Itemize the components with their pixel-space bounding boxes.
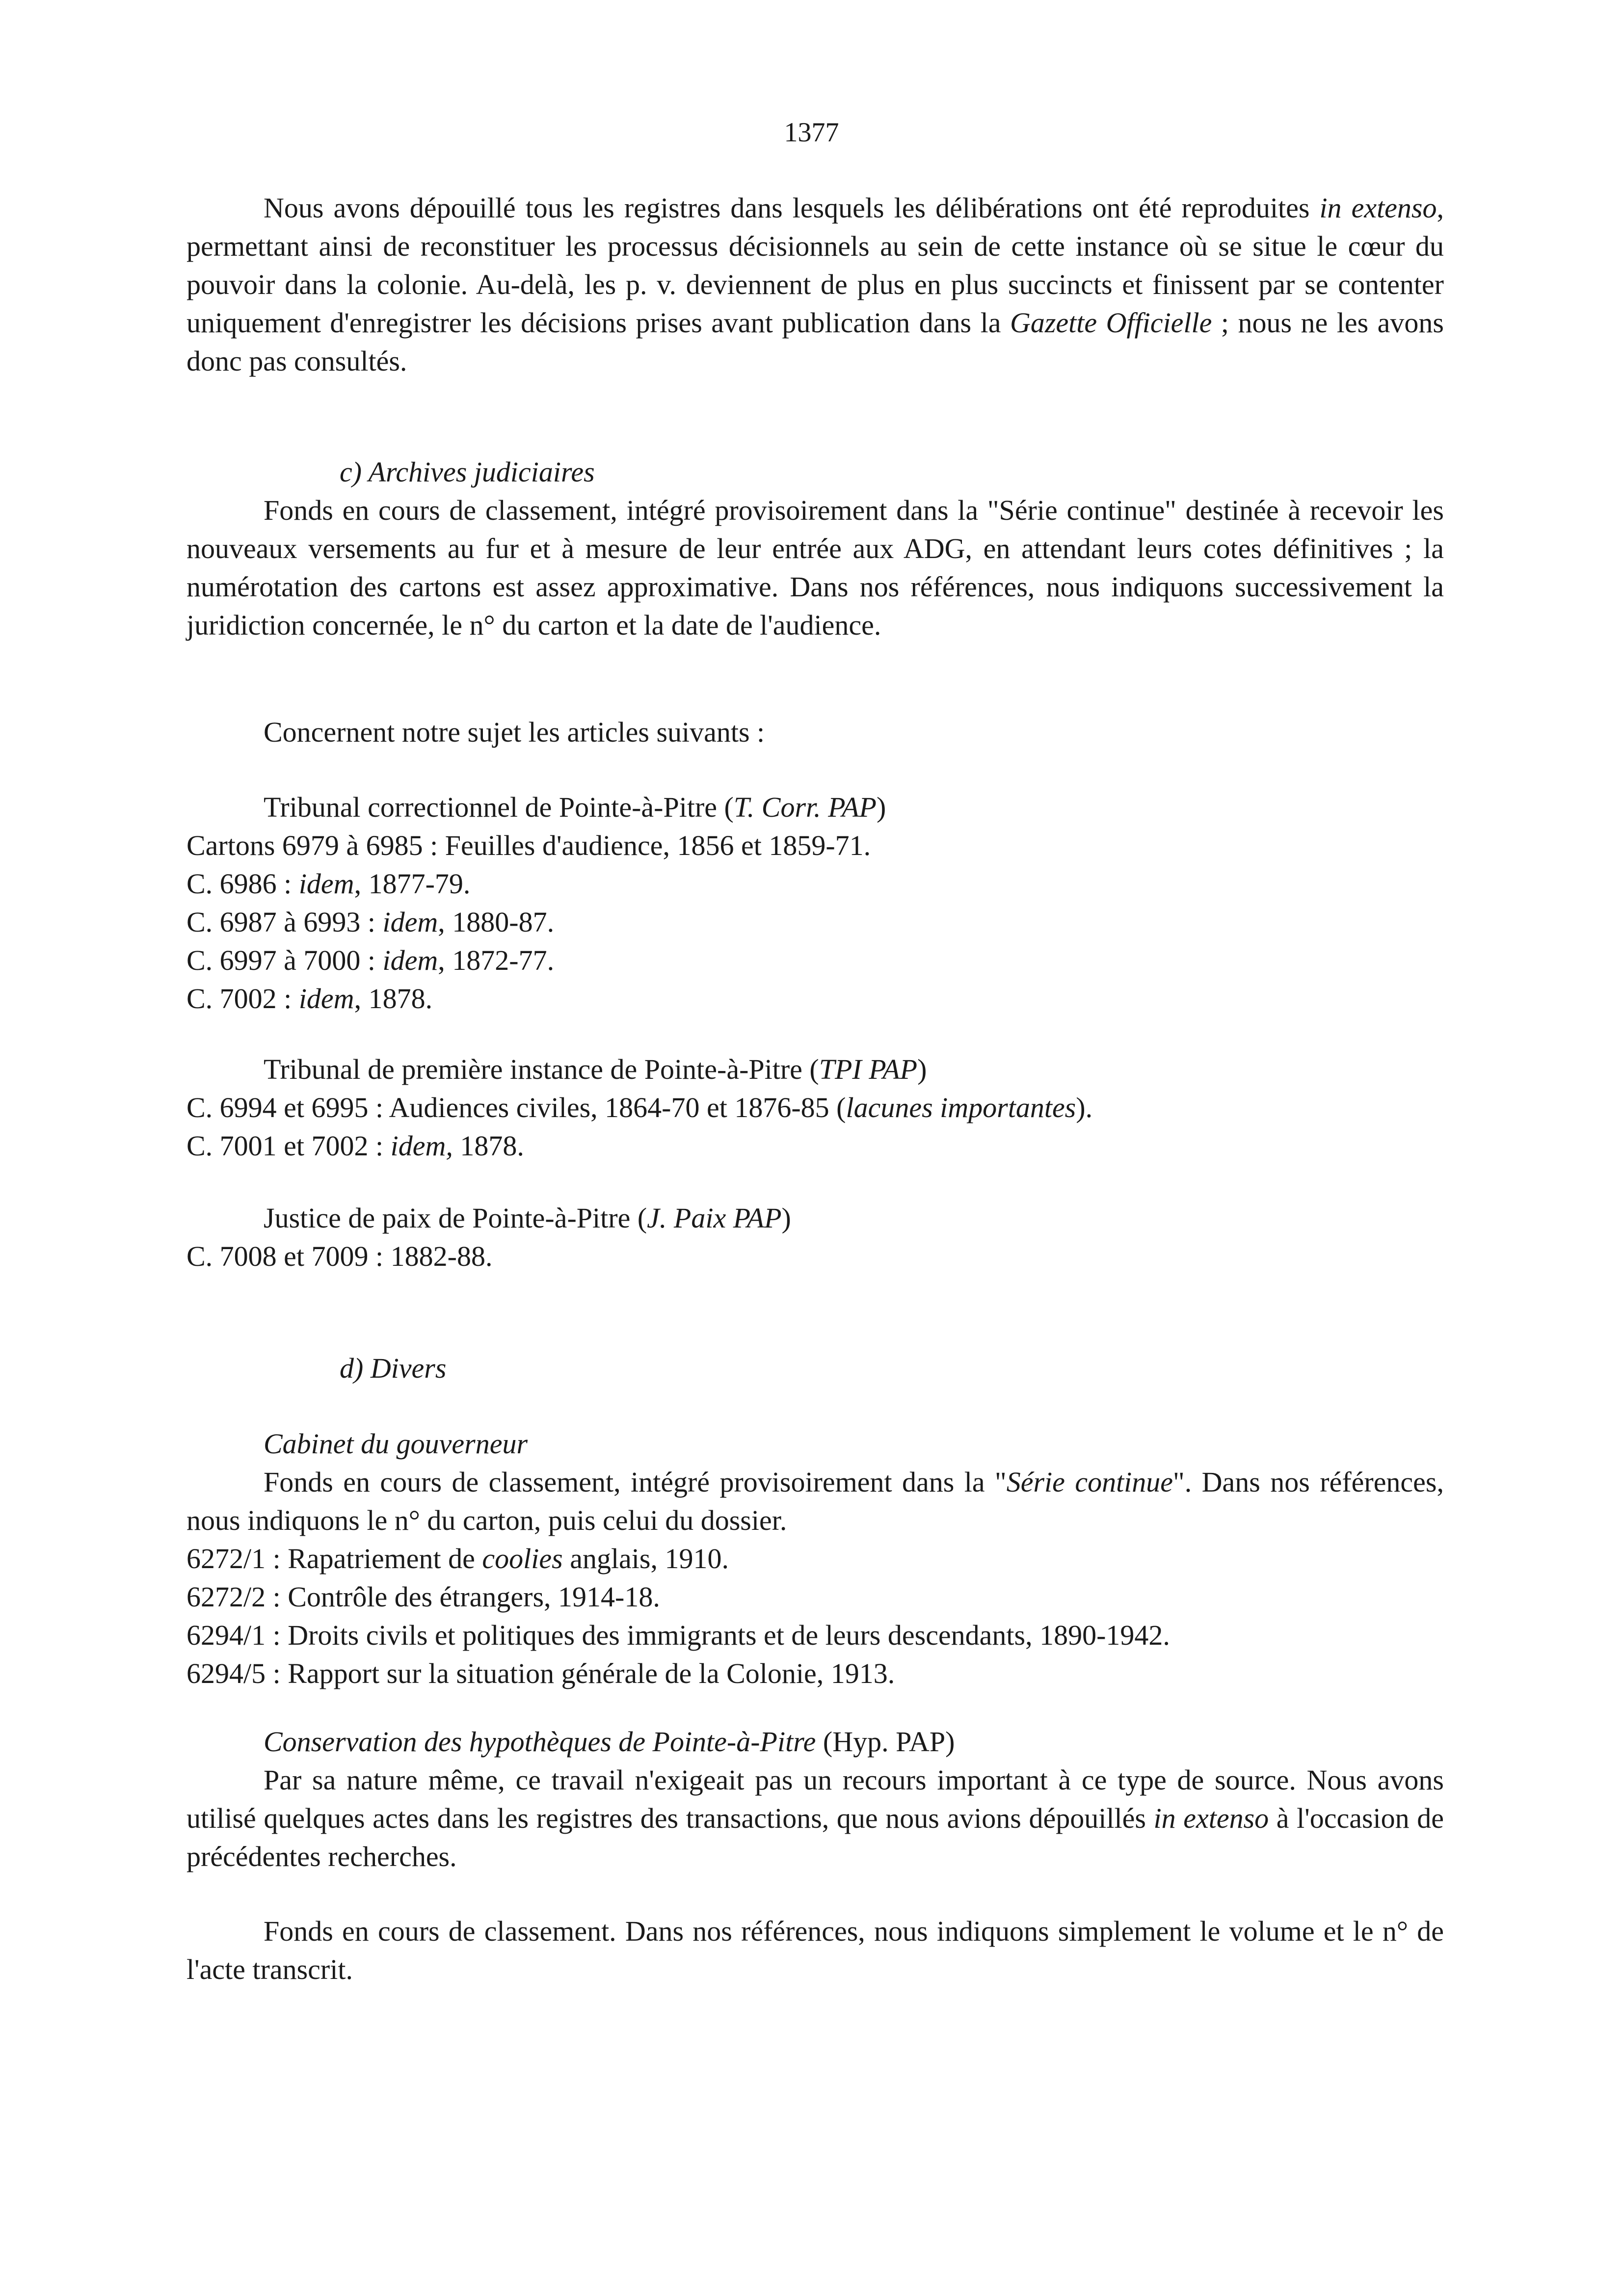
section-c-heading: c) Archives judiciaires (340, 456, 595, 488)
tc-l3-idem: idem (382, 906, 438, 938)
cabinet-title: Cabinet du gouverneur (264, 1428, 528, 1460)
tc-l3-a: C. 6987 à 6993 : (186, 906, 383, 938)
tpi-l1-lacunes: lacunes importantes (846, 1092, 1076, 1123)
intro-text-2: , permettant ainsi de reconstituer les processus décisionnels au sein de cette instance où se situe le cœur du pouvoir dans la colonie. Au-delà, les p. v. deviennent de plus en plus succincts et finissent par se contenter uniquement d'enregistrer les décisions prises avant publication dans la (186, 192, 1444, 339)
section-c-paragraph: Fonds en cours de classement, intégré provisoirement dans la "Série continue" destinée à recevoir les nouveaux versements au fur et à mesure de leur entrée aux ADG, en attendant leurs cotes définitives ; la numérotation des cartons est assez approximative. Dans nos références, nous indiquons successivement la juridiction concernée, le n° du carton et la date de l'audience. (186, 494, 1444, 641)
hyp-title-text: Conservation des hypothèques de Pointe-à-Pitre (264, 1726, 816, 1758)
tc-title-close: ) (877, 791, 886, 823)
cab-l1-c: anglais, 1910. (562, 1543, 729, 1575)
tc-line-1: Cartons 6979 à 6985 : Feuilles d'audience, 1856 et 1859-71. (186, 829, 871, 861)
justice-paix-block (186, 1199, 1444, 1276)
intro-block (186, 189, 1444, 380)
tc-l5-idem: idem (298, 983, 354, 1015)
tpi-title-close: ) (917, 1053, 927, 1085)
jp-title-text: Justice de paix de Pointe-à-Pitre ( (264, 1202, 647, 1234)
cabinet-paragraph (186, 1463, 1444, 1540)
jp-title-close: ) (781, 1202, 791, 1234)
hypotheques-paragraph (186, 1761, 1444, 1876)
tpi-line-1 (186, 1089, 1444, 1127)
tribunal-correctionnel-block (186, 788, 1444, 1018)
intro-paragraph (186, 189, 1444, 380)
tc-l2-idem: idem (298, 868, 354, 900)
tc-l2-c: , 1877-79. (354, 868, 471, 900)
tribunal-premiere-instance-block (186, 1050, 1444, 1165)
tc-l4-a: C. 6997 à 7000 : (186, 944, 383, 976)
tc-line-3 (186, 903, 1444, 941)
tpi-l1-c: ). (1076, 1092, 1093, 1123)
tc-l3-c: , 1880-87. (438, 906, 555, 938)
hypotheques-paragraph-2: Fonds en cours de classement. Dans nos références, nous indiquons simplement le volume et le n° de l'acte transcrit. (186, 1915, 1444, 1985)
jp-title-abbrev: J. Paix PAP (647, 1202, 782, 1234)
tc-l5-c: , 1878. (354, 983, 433, 1015)
tpi-title-text: Tribunal de première instance de Pointe-à-Pitre ( (264, 1053, 819, 1085)
tc-line-5 (186, 980, 1444, 1018)
tc-title-text: Tribunal correctionnel de Pointe-à-Pitre ( (264, 791, 734, 823)
hypotheques-block (186, 1723, 1444, 1876)
hyp-para-a: Par sa nature même, ce travail n'exigeait pas un recours important à ce type de source. Nous avons utilisé quelques actes dans les registres des transactions, que nous avions dépouillés (186, 1764, 1444, 1834)
tpi-l1-a: C. 6994 et 6995 : Audiences civiles, 1864-70 et 1876-85 ( (186, 1092, 846, 1123)
intro-text-3: ; nous ne les avons donc pas consultés. (186, 307, 1444, 377)
tc-line-2 (186, 865, 1444, 903)
concernent-block (186, 713, 1444, 751)
intro-italic-in-extenso: in extenso (1319, 192, 1437, 224)
tc-l4-idem: idem (382, 944, 438, 976)
cabinet-line-3: 6294/1 : Droits civils et politiques des immigrants et de leurs descendants, 1890-1942. (186, 1619, 1170, 1651)
hyp-title-abbrev: (Hyp. PAP) (816, 1726, 955, 1758)
hyp-para-in-extenso: in extenso (1153, 1802, 1269, 1834)
tpi-l2-a: C. 7001 et 7002 : (186, 1130, 391, 1162)
cabinet-para-serie: Série continue (1006, 1466, 1173, 1498)
intro-italic-gazette: Gazette Officielle (1010, 307, 1212, 339)
cab-l1-a: 6272/1 : Rapatriement de (186, 1543, 482, 1575)
tc-line-4 (186, 941, 1444, 980)
tribunal-correctionnel-title (186, 788, 1444, 827)
hypotheques-title (186, 1723, 1444, 1761)
cabinet-para-c: ". Dans nos références, nous indiquons le n° du carton, puis celui du dossier. (186, 1466, 1444, 1536)
tpi-l2-idem: idem, (390, 1130, 453, 1162)
cab-l1-coolies: coolies (482, 1543, 563, 1575)
section-d-heading: d) Divers (340, 1352, 447, 1384)
cabinet-block (186, 1425, 1444, 1693)
section-d-block (186, 1349, 1444, 1388)
hypotheques-block-2 (186, 1912, 1444, 1989)
cabinet-line-4: 6294/5 : Rapport sur la situation générale de la Colonie, 1913. (186, 1657, 895, 1689)
jp-title (186, 1199, 1444, 1237)
section-c-block (186, 453, 1444, 644)
concernent-line: Concernent notre sujet les articles suivants : (264, 716, 765, 748)
hyp-para-c: à l'occasion de précédentes recherches. (186, 1802, 1444, 1872)
cabinet-line-2: 6272/2 : Contrôle des étrangers, 1914-18. (186, 1581, 660, 1613)
tpi-line-2 (186, 1127, 1444, 1165)
cabinet-line-1 (186, 1540, 1444, 1578)
tc-l4-c: , 1872-77. (438, 944, 555, 976)
tpi-title-abbrev: TPI PAP (819, 1053, 918, 1085)
tc-l5-a: C. 7002 : (186, 983, 299, 1015)
jp-line-1: C. 7008 et 7009 : 1882-88. (186, 1240, 493, 1272)
tpi-l2-c: 1878. (452, 1130, 524, 1162)
intro-text-1: Nous avons dépouillé tous les registres dans lesquels les délibérations ont été reproduites (264, 192, 1320, 224)
tc-l2-a: C. 6986 : (186, 868, 299, 900)
tc-title-abbrev: T. Corr. PAP (733, 791, 877, 823)
page-number: 1377 (784, 117, 839, 148)
tpi-title (186, 1050, 1444, 1089)
cabinet-para-a: Fonds en cours de classement, intégré provisoirement dans la " (264, 1466, 1007, 1498)
